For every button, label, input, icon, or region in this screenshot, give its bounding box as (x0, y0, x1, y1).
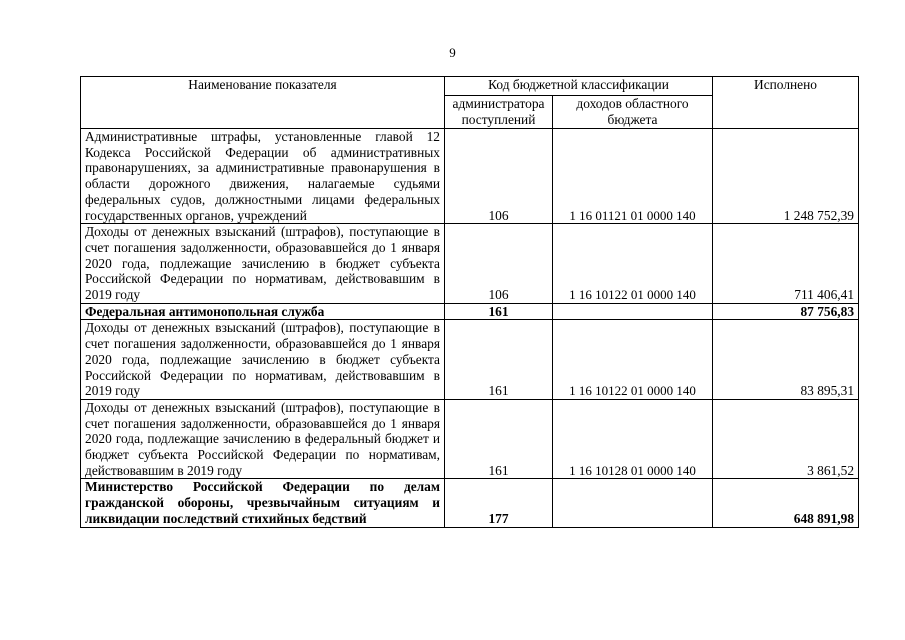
header-executed: Исполнено (713, 77, 859, 129)
page-number: 9 (449, 45, 456, 60)
table-row (81, 399, 859, 479)
budget-table (80, 76, 859, 528)
table-row-section (81, 303, 859, 320)
row-name: Министерство Российской Федерации по делам гражданской обороны, чрезвычайным ситуациям и ликвидации последствий стихийных бедствий (81, 479, 445, 527)
row-executed: 3 861,52 (713, 399, 859, 479)
row-income-code: 1 16 10122 01 0000 140 (553, 320, 713, 400)
table-row-section (81, 479, 859, 527)
table-row (81, 320, 859, 400)
header-income: доходов областного бюджета (553, 96, 713, 129)
table-row (81, 129, 859, 224)
row-executed: 83 895,31 (713, 320, 859, 400)
header-name: Наименование показателя (81, 77, 445, 129)
row-admin-code: 106 (445, 224, 553, 304)
row-admin-code: 161 (445, 399, 553, 479)
header-kbk: Код бюджетной классификации (445, 77, 713, 96)
row-executed: 711 406,41 (713, 224, 859, 304)
row-name: Административные штрафы, установленные главой 12 Кодекса Российской Федерации об административных правонарушениях, за административные правонарушения в области дорожного движения, налагаемые судьями федеральных судов, должностными лицами федеральных государственных органов, учреждений (81, 129, 445, 224)
row-income-code (553, 479, 713, 527)
row-admin-code: 161 (445, 303, 553, 320)
row-income-code: 1 16 10128 01 0000 140 (553, 399, 713, 479)
row-executed: 648 891,98 (713, 479, 859, 527)
row-name: Доходы от денежных взысканий (штрафов), поступающие в счет погашения задолженности, образовавшейся до 1 января 2020 года, подлежащие зачислению в бюджет субъекта Российской Федерации по нормативам, действовавшим в 2019 году (81, 224, 445, 304)
row-admin-code: 177 (445, 479, 553, 527)
row-income-code: 1 16 10122 01 0000 140 (553, 224, 713, 304)
row-income-code: 1 16 01121 01 0000 140 (553, 129, 713, 224)
row-admin-code: 106 (445, 129, 553, 224)
row-income-code (553, 303, 713, 320)
table-row (81, 224, 859, 304)
row-admin-code: 161 (445, 320, 553, 400)
row-name: Доходы от денежных взысканий (штрафов), поступающие в счет погашения задолженности, образовавшейся до 1 января 2020 года, подлежащие зачислению в федеральный бюджет и бюджет субъекта Российской Федерации по нормативам, действовавшим в 2019 году (81, 399, 445, 479)
header-admin: администратора поступлений (445, 96, 553, 129)
row-executed: 1 248 752,39 (713, 129, 859, 224)
row-executed: 87 756,83 (713, 303, 859, 320)
row-name: Федеральная антимонопольная служба (81, 303, 445, 320)
row-name: Доходы от денежных взысканий (штрафов), поступающие в счет погашения задолженности, образовавшейся до 1 января 2020 года, подлежащие зачислению в бюджет субъекта Российской Федерации по нормативам, действовавшим в 2019 году (81, 320, 445, 400)
